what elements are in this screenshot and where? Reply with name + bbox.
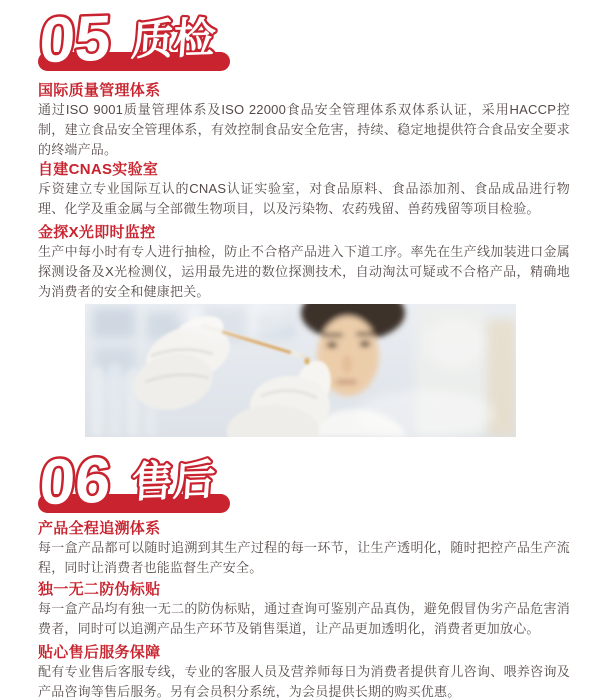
lab-photo xyxy=(85,304,516,437)
aftersales-header-number: 06 xyxy=(37,443,114,519)
quality-section-body: 斥资建立专业国际互认的CNAS认证实验室，对食品原料、食品添加剂、食品成品进行物理、化学及重金属与全部微生物项目，以及污染物、农药残留、兽药残留等项目检验。 xyxy=(38,181,570,216)
quality-section-body: 生产中每小时有专人进行抽检，防止不合格产品进入下道工序。率先在生产线加装进口金属探测设备及X光检测仪，运用最先进的数位探测技术，自动淘汰可疑或不合格产品，精确地为消费者的安全和健康把关。 xyxy=(38,244,570,299)
quality-section-heading: 金探X光即时监控 xyxy=(38,224,156,241)
quality-section-heading: 自建CNAS实验室 xyxy=(38,161,159,178)
lab-photo-image xyxy=(85,304,516,437)
aftersales-section-heading: 贴心售后服务保障 xyxy=(38,644,161,661)
quality-section-heading: 国际质量管理体系 xyxy=(38,82,161,99)
aftersales-header-title: 售后 xyxy=(129,456,217,506)
aftersales-section-heading: 独一无二防伪标贴 xyxy=(38,581,161,598)
quality-header-title: 质检 xyxy=(129,14,217,64)
aftersales-section-body: 配有专业售后客服专线，专业的客服人员及营养师每日为消费者提供育儿咨询、喂养咨询及产品咨询等售后服务。另有会员积分系统，为会员提供长期的购买优惠。 xyxy=(38,664,570,698)
aftersales-section-header xyxy=(34,443,294,522)
aftersales-section-body: 每一盒产品都可以随时追溯到其生产过程的每一环节，让生产透明化，随时把控产品生产流程，同时让消费者也能监督生产安全。 xyxy=(38,540,570,575)
quality-section-body: 通过ISO 9001质量管理体系及ISO 22000食品安全管理体系双体系认证，采用HACCP控制，建立食品安全管理体系，有效控制食品安全危害，持续、稳定地提供符合食品安全要求的终端产品。 xyxy=(38,102,570,157)
quality-section-header xyxy=(34,1,294,80)
aftersales-section-body: 每一盒产品均有独一无二的防伪标贴，通过查询可鉴别产品真伪，避免假冒伪劣产品危害消费者，同时可以追溯产品生产环节及销售渠道，让产品更加透明化，消费者更加放心。 xyxy=(38,601,570,636)
aftersales-section-heading: 产品全程追溯体系 xyxy=(38,520,161,537)
quality-header-number: 05 xyxy=(37,1,114,77)
